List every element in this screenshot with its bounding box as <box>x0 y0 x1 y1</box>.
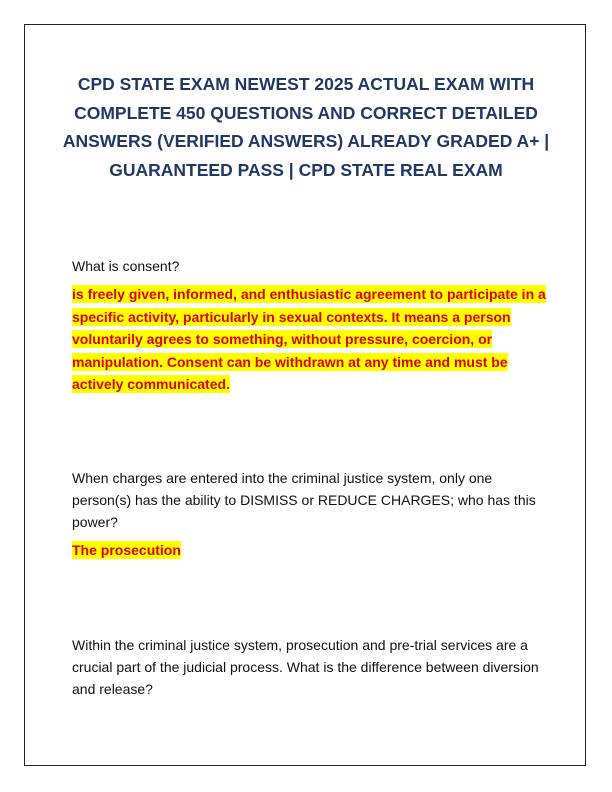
question-text: When charges are entered into the criminal justice system, only one person(s) has the ability to DISMISS or REDUCE CHARGES; who has this power? <box>72 470 536 530</box>
answer-text <box>72 283 547 396</box>
answer-highlight: The prosecution <box>72 542 181 558</box>
question-text: Within the criminal justice system, prosecution and pre-trial services are a crucial part of the judicial process. What is the difference between diversion and release? <box>72 637 539 697</box>
qa-item-diversion <box>72 634 547 700</box>
answer-highlight: is freely given, informed, and enthusiastic agreement to participate in a specific activity, particularly in sexual contexts. It means a person voluntarily agrees to something, without pressure, coercion, or manipulation. Consent can be withdrawn at any time and must be actively communicated. <box>72 286 546 392</box>
document-title: CPD STATE EXAM NEWEST 2025 ACTUAL EXAM WITH COMPLETE 450 QUESTIONS AND CORRECT DETAILED ANSWERS (VERIFIED ANSWERS) ALREADY GRADED A+ | GUARANTEED PASS | CPD STATE REAL EXAM <box>62 74 550 180</box>
qa-item-consent <box>72 255 547 396</box>
qa-item-charges <box>72 467 547 562</box>
answer-text <box>72 539 547 562</box>
question-text: What is consent? <box>72 258 180 274</box>
